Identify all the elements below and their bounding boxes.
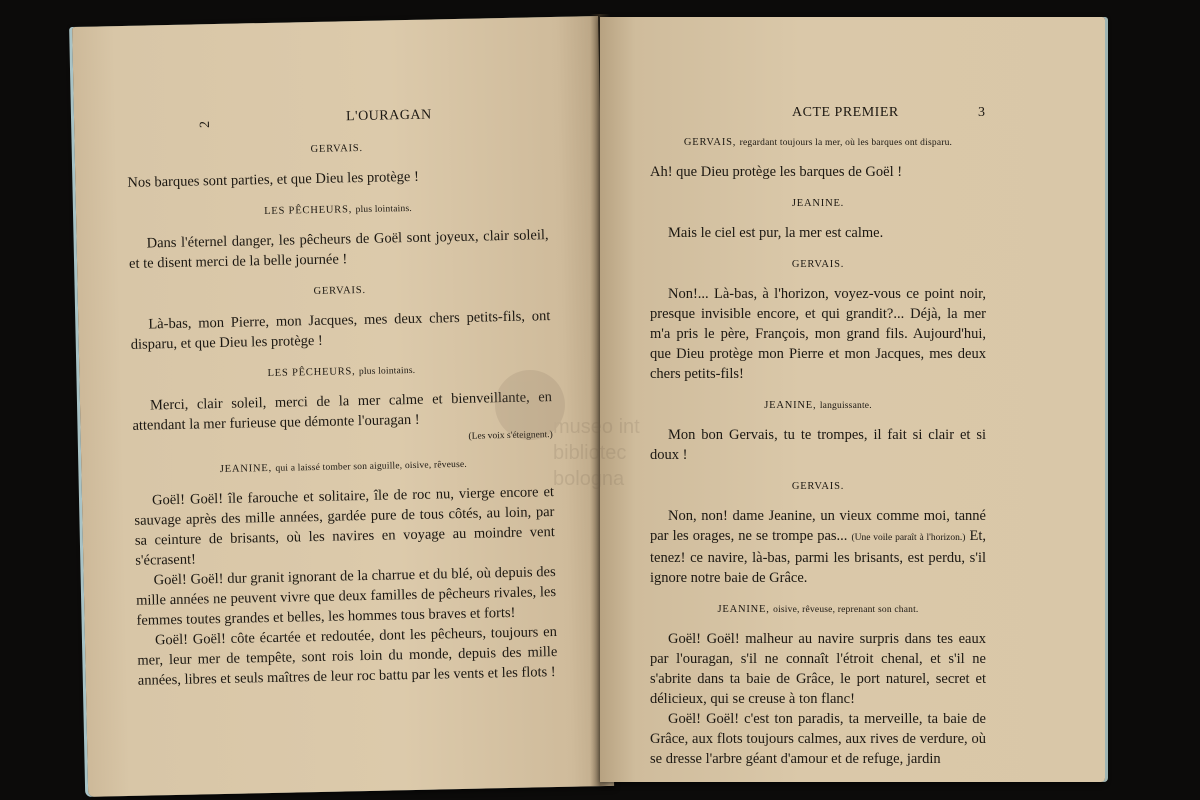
stage-direction: (Une voile paraît à l'horizon.): [851, 533, 966, 543]
dialogue-line: Là-bas, mon Pierre, mon Jacques, mes deux chers petits-fils, ont disparu, et que Dieu les protège !: [130, 308, 551, 353]
dialogue-paragraph: Goël! Goël! dur granit ignorant de la charrue et du blé, où depuis des mille années ne peuvent vivre que deux familles de pêcheurs rivales, les femmes toutes grandes et belles, les hommes tous braves et forts!: [135, 564, 557, 629]
dialogue-line: Non!... Là-bas, à l'horizon, voyez-vous ce point noir, presque invisible encore, et qui grandit?... Déjà, la mer m'a pris le père, François, mon grand fils. Aujourd'hui, que Dieu protège mon Pierre et mon Jacques, mes deux chers petits-fils!: [650, 286, 986, 382]
speaker-heading: LES PÊCHEURS, plus lointains.: [264, 203, 412, 218]
dialogue-paragraph: Goël! Goël! c'est ton paradis, ta merveille, ta baie de Grâce, aux flots toujours calmes, aux rives de verdure, où se dresse l'arbre géant d'amour et de refuge, jardin: [650, 711, 986, 767]
speaker-heading: GERVAIS, regardant toujours la mer, où les barques ont disparu.: [683, 137, 953, 148]
dialogue-line: Mon bon Gervais, tu te trompes, il fait si clair et si doux !: [650, 427, 986, 463]
right-running-head: ACTE PREMIER: [792, 105, 899, 120]
left-page: [72, 16, 614, 797]
speaker-heading: LES PÊCHEURS, plus lointains.: [267, 365, 416, 379]
dialogue-paragraph: Goël! Goël! côte écartée et redoutée, dont les pêcheurs, toujours en mer, leur mer de tempête, sont rois loin du monde, depuis des mille années, libres et seuls maîtres de leur roc battu par les vents et les flots !: [137, 623, 558, 689]
right-page: [600, 17, 1105, 782]
speaker-heading: JEANINE, oisive, rêveuse, reprenant son chant.: [717, 604, 919, 615]
speaker-heading: GERVAIS.: [310, 142, 364, 156]
right-page-text: [650, 133, 986, 769]
speaker-heading: GERVAIS.: [313, 284, 366, 298]
dialogue-line: Non, non! dame Jeanine, un vieux comme moi, tanné par les orages, ne se trompe pas... (Une voile paraît à l'horizon.) Et, tenez! ce navire, là-bas, parmi les brisants, est perdu, s'il ignore notre baie de Grâce.: [650, 508, 986, 586]
dialogue-line: Mais le ciel est pur, la mer est calme.: [668, 225, 884, 241]
speaker-heading: GERVAIS.: [791, 259, 845, 270]
dialogue-paragraph: Goël! Goël! malheur au navire surpris dans tes eaux par l'ouragan, s'il ne connaît l'étroit chenal, et s'il ne s'abrite dans ta baie de Grâce, le port naturel, secret et délicieux, qui se creuse à ton flanc!: [650, 631, 986, 707]
speaker-heading: JEANINE, languissante.: [764, 400, 872, 411]
right-page-number: 3: [978, 105, 986, 120]
stage-direction: (Les voix s'éteignent.): [468, 430, 553, 442]
dialogue-line: Ah! que Dieu protège les barques de Goël !: [650, 164, 903, 180]
left-running-head: L'OURAGAN: [345, 107, 432, 125]
dialogue-line: Nos barques sont parties, et que Dieu les protège !: [127, 168, 420, 191]
dialogue-line: Merci, clair soleil, merci de la mer calme et bienveillante, en attendant la mer furieuse que démonte l'ouragan ! (Les voix s'éteignent.): [132, 387, 553, 454]
dialogue-paragraph: Goël! Goël! île farouche et solitaire, île de roc nu, vierge encore et sauvage après des mille années, gardée pure de tous côtés, au loin, par sa ceinture de brisants, où les navires en voyage au moindre vent s'écrasent!: [134, 484, 555, 569]
speaker-heading: JEANINE, qui a laissé tomber son aiguille, oisive, rêveuse.: [219, 459, 468, 476]
left-page-number: 2: [197, 120, 214, 129]
speaker-heading: JEANINE.: [791, 198, 845, 209]
dialogue-line: Dans l'éternel danger, les pêcheurs de Goël sont joyeux, clair soleil, et te disent merci de la belle journée !: [128, 227, 549, 272]
speaker-heading: GERVAIS.: [791, 481, 845, 492]
left-page-text: [127, 135, 558, 691]
